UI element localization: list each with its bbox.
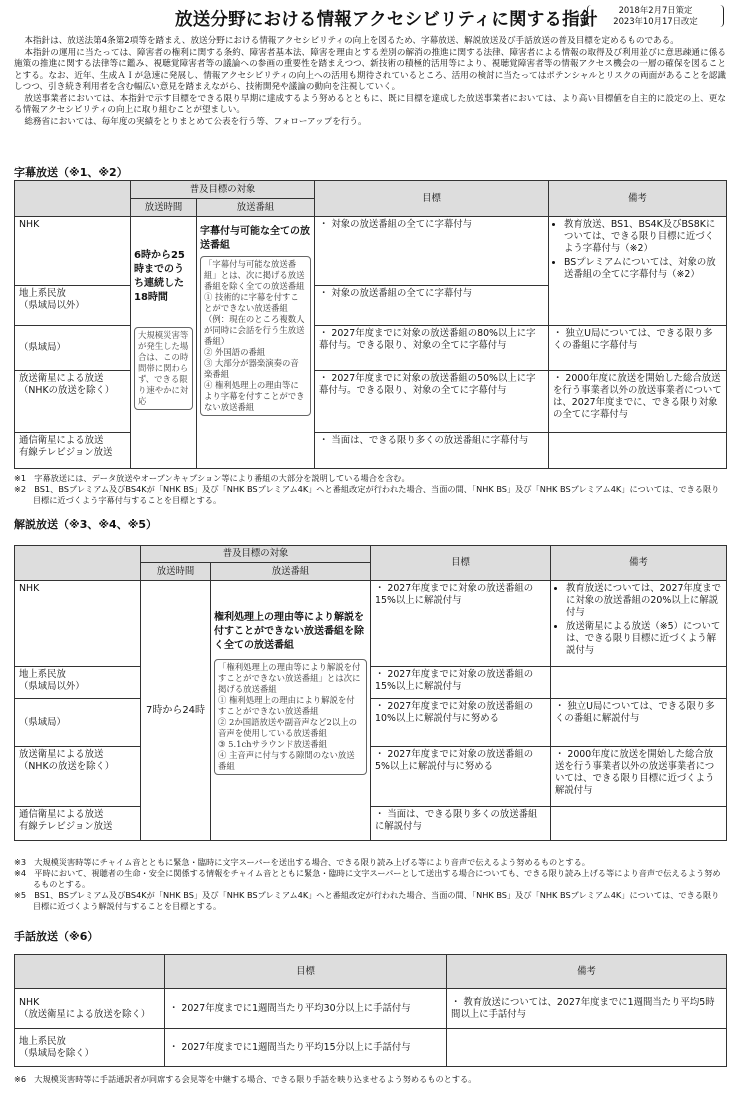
- intro-paragraph: 本指針の運用に当たっては、障害者の権利に関する条約、障害者基本法、障害を理由とする差別の解消の推進に関する法律、障害者による情報の取得及び利用並びに意思疎通に係る施策の推進に関する法律等に鑑み、視聴覚障害者等の議論への参画の重要性を踏まえつつ、新技術の積極的活用等により、視聴覚障害者等の情報アクセス機会の一層の確保を図ることとする。なお、近年、生成ＡＩが急速に発展し、情報アクセシビリティの向上への活用も期待されているところ、活用の検討に当たってはポテンシャルとリスクの両面があることを認識しつつ、引き続き利用者を含む幅広い意見を踏まえながら、技術開発や議論の動向を注視していく。: [14, 47, 726, 92]
- page-title: 放送分野における情報アクセシビリティに関する指針: [175, 10, 598, 30]
- program-exclusion: ④ 主音声に付与する隙間のない放送番組: [218, 750, 355, 771]
- footnote: ※4 平時において、視聴者の生命・安全に関係する情報をチャイム音とともに緊急・臨時に文字スーパーとして送出する場合についても、できる限り読み上げる等により音声で伝えるよう努めるものとする。: [14, 868, 721, 889]
- revision-dates: [587, 5, 724, 27]
- header-cell-blank: [15, 181, 131, 217]
- row-label: （県域局）: [15, 699, 141, 747]
- remark-item: • 教育放送については、2027年度までに対象の放送番組の20%以上に解説付与: [566, 583, 722, 619]
- header-remarks: 備考: [447, 955, 727, 989]
- remark-item: • 放送衛星による放送（※5）については、できる限り目標に近づくよう解説付与: [566, 621, 722, 657]
- remarks-cell-empty: [551, 807, 727, 841]
- sign-notes: [14, 1074, 726, 1085]
- time-note: 大規模災害等が発生した場合は、この時間帯に関わらず、できる限り速やかに対応: [134, 327, 193, 410]
- row-label: 放送衛星による放送 （NHKの放送を除く）: [15, 747, 141, 807]
- header-time: 放送時間: [131, 199, 197, 217]
- program-definition-text: 「権利処理上の理由等により解説を付すことができない放送番組」とは次に掲げる放送番組: [218, 662, 361, 694]
- program-main: 字幕付与可能な全ての放送番組: [200, 226, 310, 251]
- intro-text: [14, 36, 726, 128]
- program-exclusion: ③ 大部分が器楽演奏の音楽番組: [204, 358, 299, 379]
- header-goal: 目標: [371, 546, 551, 581]
- goal-cell: ・ 対象の放送番組の全てに字幕付与: [315, 217, 549, 286]
- goal-cell: ・ 2027年度までに対象の放送番組の15%以上に解説付与: [371, 667, 551, 699]
- header-time: 放送時間: [141, 563, 211, 581]
- header-goal: 目標: [315, 181, 549, 217]
- remarks-cell: ・ 2000年度に放送を開始した総合放送を行う事業者以外の放送事業者については、できる限り目標に近づくよう解説付与: [551, 747, 727, 807]
- desc-notes: [14, 857, 726, 912]
- time-cell: [141, 581, 211, 841]
- goal-cell: ・ 2027年度までに1週間当たり平均15分以上に手話付与: [165, 1029, 447, 1067]
- intro-paragraph: 総務省においては、毎年度の実績をとりまとめて公表を行う等、フォローアップを行う。: [24, 116, 367, 127]
- footnote: ※6 大規模災害時等に手話通訳者が同席する会見等を中継する場合、できる限り手話を映り込ませるよう努めるものとする。: [14, 1074, 477, 1084]
- program-exclusion: ③ 5.1chサラウンド放送番組: [218, 739, 327, 749]
- program-definition: [200, 256, 311, 416]
- goal-cell: ・ 当面は、できる限り多くの放送番組に字幕付与: [315, 433, 549, 469]
- row-label: NHK （放送衛星による放送を除く）: [15, 989, 165, 1029]
- goal-cell: ・ 当面は、できる限り多くの放送番組に解説付与: [371, 807, 551, 841]
- header-cell-blank: [15, 955, 165, 989]
- footnote: ※1 字幕放送には、データ放送やオープンキャプション等により番組の大部分を説明している場合を含む。: [14, 473, 410, 483]
- caption-section-title: 字幕放送（※1、※2）: [14, 166, 128, 179]
- program-cell: [211, 581, 371, 841]
- program-main: 権利処理上の理由等により解説を付すことができない放送番組を除く全ての放送番組: [214, 612, 364, 651]
- remarks-cell-empty: [447, 1029, 727, 1067]
- program-cell: [197, 217, 315, 469]
- footnote: ※5 BS1、BSプレミアム及びBS4Kが「NHK BS」及び「NHK BSプレミアム4K」へと番組改定が行われた場合、当面の間、「NHK BS」及び「NHK BSプレミアム4K」については、できる限り目標に近づくよう解説付与することを目標とする。: [14, 890, 720, 911]
- revised-date: 2023年10月17日改定: [613, 16, 698, 26]
- caption-table: [14, 180, 727, 469]
- program-definition-text: 「字幕付与可能な放送番組」とは、次に掲げる放送番組を除く全ての放送番組: [204, 259, 305, 291]
- intro-paragraph: 放送事業者においては、本指針で示す目標をできる限り早期に達成するよう努めるとともに、既に目標を達成した放送事業者においては、より高い目標値を自主的に設定の上、更なる情報アクセシビリティの向上に取り組むことが望ましい。: [14, 93, 726, 115]
- goal-cell: ・ 2027年度までに対象の放送番組の50%以上に字幕付与。できる限り、対象の全てに字幕付与: [315, 371, 549, 433]
- remarks-cell: ・ 2000年度に放送を開始した総合放送を行う事業者以外の放送事業者については、2027年度までに、できる限り対象の全てに字幕付与: [549, 371, 727, 433]
- goal-cell: ・ 2027年度までに1週間当たり平均30分以上に手話付与: [165, 989, 447, 1029]
- row-label: 放送衛星による放送 （NHKの放送を除く）: [15, 371, 131, 433]
- header-target: 普及目標の対象: [141, 546, 371, 563]
- caption-notes: [14, 473, 726, 506]
- remarks-cell-empty: [549, 433, 727, 469]
- row-label: （県域局）: [15, 326, 131, 371]
- remarks-cell: [551, 581, 727, 667]
- time-main: 6時から25時までのうち連続した18時間: [134, 250, 185, 303]
- footnote: ※2 BS1、BSプレミアム及びBS4Kが「NHK BS」及び「NHK BSプレミアム4K」へと番組改定が行われた場合、当面の間、「NHK BS」及び「NHK BSプレミアム4K」については、できる限り目標に近づくよう字幕付与することを目標とする。: [14, 484, 720, 505]
- row-label: NHK: [15, 581, 141, 667]
- remark-item: • BSプレミアムについては、対象の放送番組の全てに字幕付与（※2）: [564, 257, 722, 281]
- header-goal: 目標: [165, 955, 447, 989]
- goal-cell: ・ 対象の放送番組の全てに字幕付与: [315, 286, 549, 326]
- remarks-cell: ・ 教育放送については、2027年度までに1週間当たり平均5時間以上に手話付与: [447, 989, 727, 1029]
- goal-cell: ・ 2027年度までに対象の放送番組の15%以上に解説付与: [371, 581, 551, 667]
- sign-table: [14, 954, 727, 1067]
- header-program: 放送番組: [197, 199, 315, 217]
- time-cell: [131, 217, 197, 469]
- program-exclusion: ④ 権利処理上の理由等により字幕を付すことができない放送番組: [204, 380, 305, 412]
- remarks-cell: ・ 独立U局については、できる限り多くの番組に解説付与: [551, 699, 727, 747]
- row-label: 通信衛星による放送 有線テレビジョン放送: [15, 807, 141, 841]
- goal-cell: ・ 2027年度までに対象の放送番組の80%以上に字幕付与。できる限り、対象の全てに字幕付与: [315, 326, 549, 371]
- desc-section-title: 解説放送（※3、※4、※5）: [14, 518, 158, 531]
- header-remarks: 備考: [551, 546, 727, 581]
- header-program: 放送番組: [211, 563, 371, 581]
- remark-item: • 教育放送、BS1、BS4K及びBS8Kについては、できる限り目標に近づくよう字幕付与（※2）: [564, 219, 722, 255]
- program-exclusion: ② 2か国語放送や副音声など2以上の音声を使用している放送番組: [218, 717, 357, 738]
- established-date: 2018年2月7日策定: [618, 5, 693, 15]
- row-label: 地上系民放 （県域局以外）: [15, 286, 131, 326]
- time-main: 7時から24時: [145, 704, 206, 716]
- header-target: 普及目標の対象: [131, 181, 315, 199]
- footnote: ※3 大規模災害時等にチャイム音とともに緊急・臨時に文字スーパーを送出する場合、できる限り読み上げる等により音声で伝えるよう努めるものとする。: [14, 857, 590, 867]
- program-definition: [214, 659, 367, 775]
- desc-table: [14, 545, 727, 841]
- goal-cell: ・ 2027年度までに対象の放送番組の5%以上に解説付与に努める: [371, 747, 551, 807]
- header-remarks: 備考: [549, 181, 727, 217]
- program-exclusion: ① 技術的に字幕を付すことができない放送番組（例：現在のところ複数人が同時に会話を行う生放送番組）: [204, 292, 305, 346]
- row-label: 通信衛星による放送 有線テレビジョン放送: [15, 433, 131, 469]
- row-label: 地上系民放 （県域局を除く）: [15, 1029, 165, 1067]
- remarks-cell-empty: [551, 667, 727, 699]
- remarks-cell: ・ 独立U局については、できる限り多くの番組に字幕付与: [549, 326, 727, 371]
- sign-section-title: 手話放送（※6）: [14, 930, 99, 943]
- remarks-cell: [549, 217, 727, 326]
- program-exclusion: ① 権利処理上の理由により解説を付すことができない放送番組: [218, 695, 355, 716]
- row-label: NHK: [15, 217, 131, 286]
- header-cell-blank: [15, 546, 141, 581]
- program-exclusion: ② 外国語の番組: [204, 347, 266, 357]
- goal-cell: ・ 2027年度までに対象の放送番組の10%以上に解説付与に努める: [371, 699, 551, 747]
- row-label: 地上系民放 （県域局以外）: [15, 667, 141, 699]
- intro-paragraph: 本指針は、放送法第4条第2項等を踏まえ、放送分野における情報アクセシビリティの向上を図るため、字幕放送、解説放送及び手話放送の普及目標を定めるものである。: [24, 36, 679, 46]
